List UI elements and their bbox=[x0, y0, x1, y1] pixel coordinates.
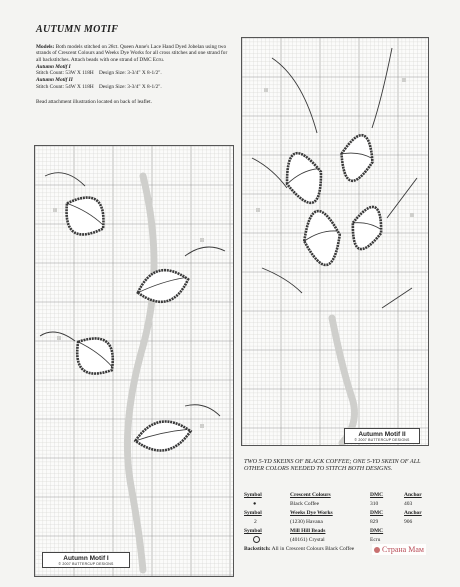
key-header-symbol: Symbol bbox=[244, 492, 262, 498]
key-row3-name: (40161) Crystal bbox=[290, 537, 325, 543]
key-header-weeks: Weeks Dye Works bbox=[290, 510, 333, 516]
page-title: AUTUMN MOTIF bbox=[36, 24, 119, 35]
motif2-specs bbox=[36, 84, 232, 90]
design-info bbox=[36, 44, 232, 105]
backstitch-line bbox=[244, 546, 354, 552]
key-row2-dmc: 829 bbox=[370, 519, 379, 525]
stem-1 bbox=[127, 176, 154, 571]
motif1-chart-title: Autumn Motif I bbox=[63, 555, 109, 562]
key-row1-anchor: 403 bbox=[404, 501, 413, 507]
backstitch-label: Backstitch: bbox=[244, 546, 271, 552]
motif2-chart bbox=[241, 37, 429, 446]
leaf-outline bbox=[278, 147, 330, 208]
leaf-1c bbox=[66, 328, 123, 384]
bead-marker bbox=[200, 424, 204, 428]
leaf-1a bbox=[56, 187, 114, 244]
key-row1-dmc: 310 bbox=[370, 501, 379, 507]
key-row2-name: (1230) Havana bbox=[290, 519, 323, 525]
watermark-text: Страна Мам bbox=[382, 545, 424, 554]
bead-marker bbox=[200, 238, 204, 242]
bead-note: Bead attachment illustration located on back of leaflet. bbox=[36, 99, 152, 106]
motif1-chart-graphic bbox=[35, 146, 233, 576]
bead-marker bbox=[410, 213, 414, 217]
key-header-dmc-3: DMC bbox=[370, 528, 384, 534]
motif1-design-size: Design Size: 3-3/4" X 8-1/2". bbox=[98, 70, 162, 77]
bead-marker bbox=[256, 208, 260, 212]
leaf-2d bbox=[345, 202, 388, 254]
bead-marker bbox=[53, 208, 57, 212]
key-row3-dmc: Ecru bbox=[370, 537, 381, 543]
leaf-2a bbox=[278, 147, 330, 208]
key-header-mill-hill: Mill Hill Beads bbox=[290, 528, 326, 534]
tendril-2c bbox=[252, 158, 287, 188]
motif1-copyright: © 2007 BUTTERCUP DESIGNS bbox=[58, 562, 114, 566]
tendril-1a bbox=[45, 173, 85, 186]
skein-note: TWO 5-YD SKEINS OF BLACK COFFEE; ONE 5-YD SKEIN OF ALL OTHER COLORS NEEDED TO STITCH BOTH DESIGNS. bbox=[244, 458, 421, 473]
backstitch-text: All in Crescent Colours Black Coffee bbox=[271, 546, 355, 552]
motif2-chart-label bbox=[344, 428, 420, 444]
leaf-outline bbox=[56, 187, 114, 244]
motif1-chart bbox=[34, 145, 234, 577]
models-paragraph bbox=[36, 44, 232, 63]
motif2-chart-graphic bbox=[242, 38, 428, 445]
leaf-2c bbox=[300, 208, 345, 268]
bead-marker bbox=[264, 88, 268, 92]
key-header-symbol-2: Symbol bbox=[244, 510, 262, 516]
motif1-title: Autumn Motif I bbox=[36, 63, 71, 70]
watermark-logo-icon bbox=[374, 547, 380, 553]
motif1-chart-label bbox=[42, 552, 130, 568]
motif2-stitch-count: Stitch Count: 54W X 118H bbox=[36, 83, 94, 90]
models-text: Both models stitched on 28ct. Queen Anne's Lace Hand Dyed Jobelan using two strands of Crescent Colours and Weeks Dye Works for all cross stitches and one strand for all backstitches. Attach beads with one strand of DMC Ecru. bbox=[36, 44, 228, 63]
leaf-outline bbox=[345, 202, 388, 254]
key-row2-symbol: 2 bbox=[254, 519, 257, 525]
motif2-copyright: © 2007 BUTTERCUP DESIGNS bbox=[354, 438, 410, 442]
motif1-specs bbox=[36, 70, 232, 76]
key-header-crescent: Crescent Colours bbox=[290, 492, 331, 498]
motif2-chart-title: Autumn Motif II bbox=[358, 431, 406, 438]
key-header-anchor-2: Anchor bbox=[404, 510, 422, 516]
key-row1-symbol: ● bbox=[253, 501, 257, 507]
motif2-design-size: Design Size: 3-3/4" X 8-1/2". bbox=[98, 83, 162, 90]
bead-symbol-icon bbox=[253, 536, 260, 543]
key-header-dmc: DMC bbox=[370, 492, 384, 498]
key-row1-name: Black Coffee bbox=[290, 501, 320, 507]
motif2-title: Autumn Motif II bbox=[36, 77, 73, 84]
key-header-anchor: Anchor bbox=[404, 492, 422, 498]
site-watermark bbox=[372, 544, 426, 555]
key-header-dmc-2: DMC bbox=[370, 510, 384, 516]
motif1-stitch-count: Stitch Count: 53W X 118H bbox=[36, 70, 94, 77]
bead-marker bbox=[57, 336, 61, 340]
leaf-outline bbox=[66, 328, 123, 384]
tendril-2f bbox=[382, 288, 412, 308]
leaf-outline bbox=[300, 208, 345, 268]
tendril-1d bbox=[185, 405, 220, 416]
key-header-symbol-3: Symbol bbox=[244, 528, 262, 534]
bead-marker bbox=[402, 78, 406, 82]
key-row2-anchor: 906 bbox=[404, 519, 413, 525]
models-label: Models: bbox=[36, 44, 55, 50]
